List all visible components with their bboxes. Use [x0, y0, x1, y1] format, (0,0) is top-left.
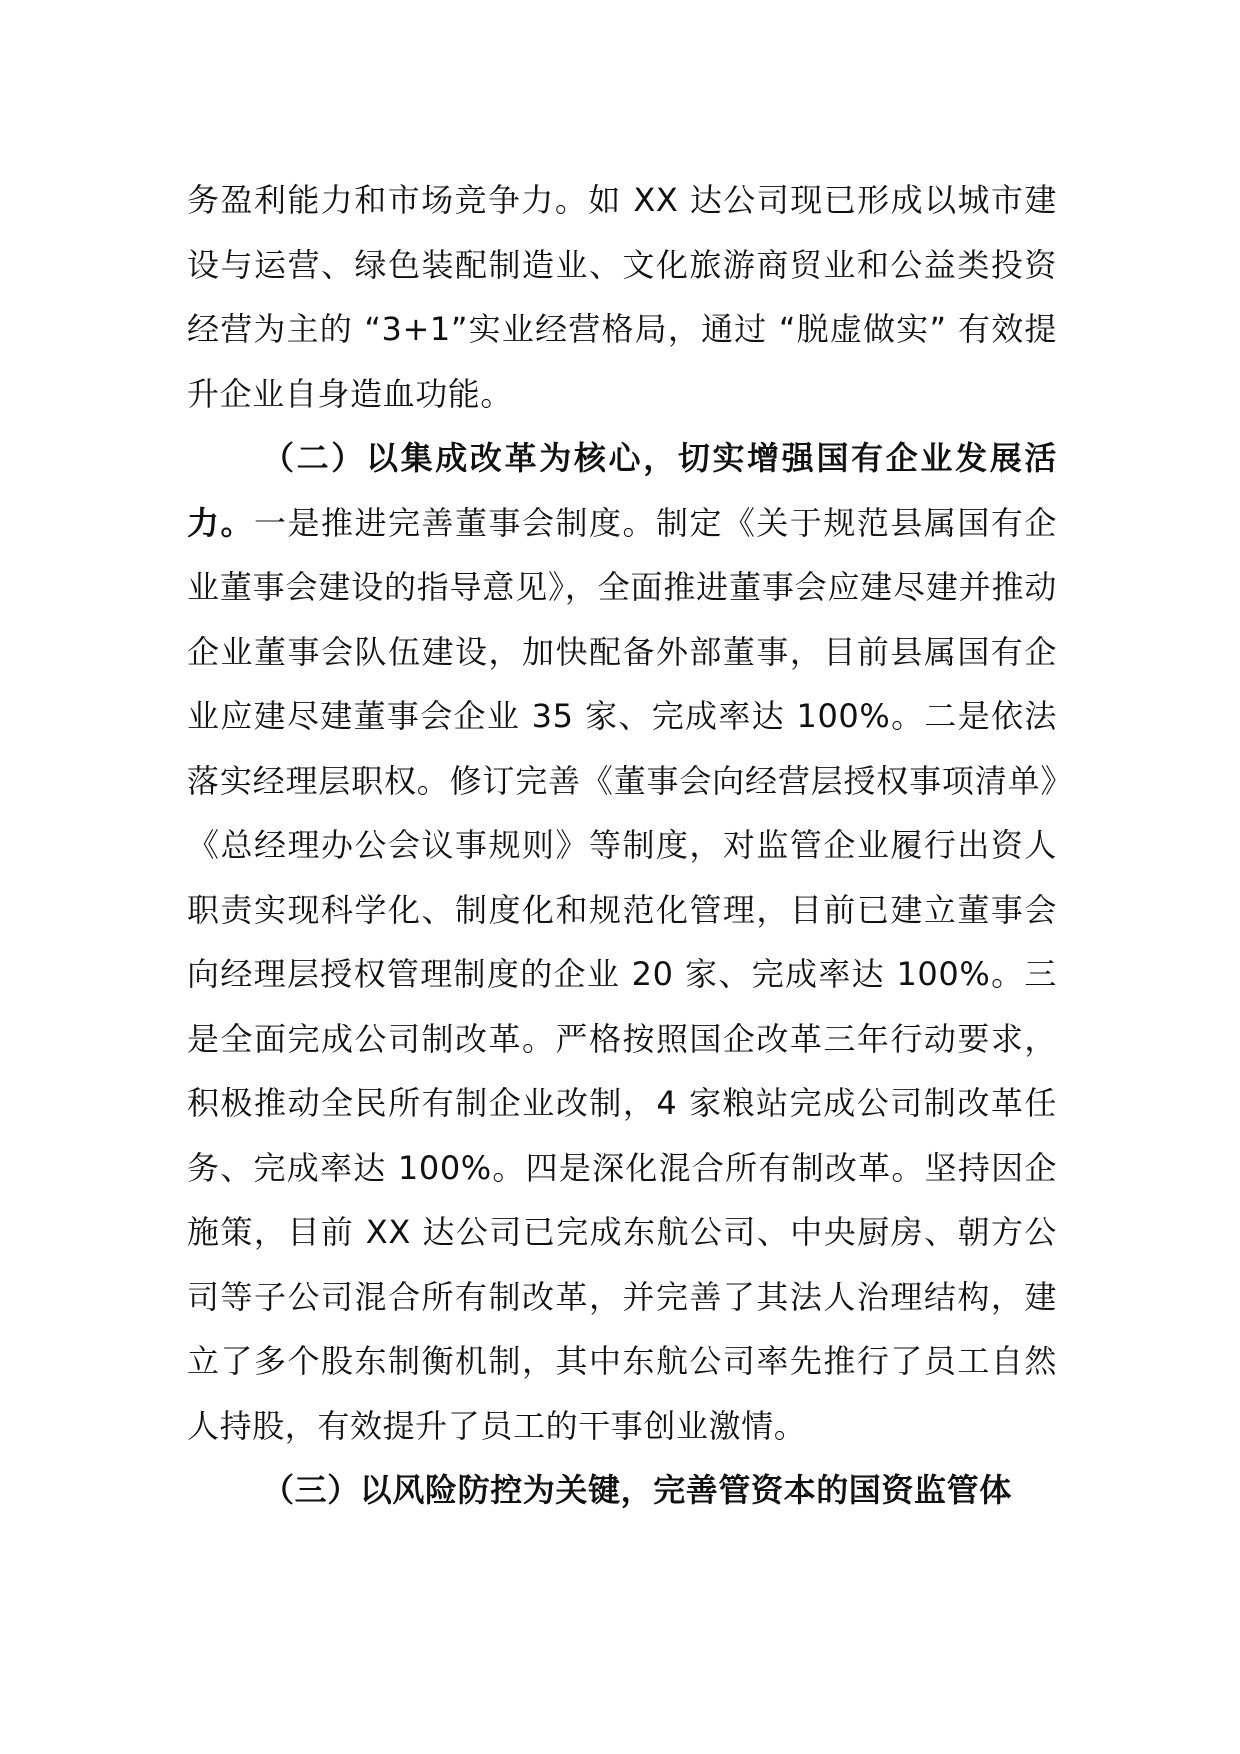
- paragraph-continuation: [187, 168, 1057, 426]
- paragraph-text: 务盈利能力和市场竞争力。如 XX 达公司现已形成以城市建设与运营、绿色装配制造业、文化旅游商贸业和公益类投资经营为主的 “3+1”实业经营格局，通过 “脱虚做实” 有效提升企业自身造血功能。: [187, 181, 1057, 413]
- paragraph-section-three: [187, 1458, 1057, 1523]
- document-body: [187, 168, 1057, 1523]
- paragraph-text: 一是推进完善董事会制度。制定《关于规范县属国有企业董事会建设的指导意见》，全面推进董事会应建尽建并推动企业董事会队伍建设，加快配备外部董事，目前县属国有企业应建尽建董事会企业 35 家、完成率达 100%。二是依法落实经理层职权。修订完善《董事会向经营层授权事项清单》《总经理办公会议事规则》等制度，对监管企业履行出资人职责实现科学化、制度化和规范化管理，目前已建立董事会向经理层授权管理制度的企业 20 家、完成率达 100%。三是全面完成公司制改革。严格按照国企改革三年行动要求，积极推动全民所有制企业改制，4 家粮站完成公司制改革任务、完成率达 100%。四是深化混合所有制改革。坚持因企施策，目前 XX 达公司已完成东航公司、中央厨房、朝方公司等子公司混合所有制改革，并完善了其法人治理结构，建立了多个股东制衡机制，其中东航公司率先推行了员工自然人持股，有效提升了员工的干事创业激情。: [187, 503, 1058, 1445]
- section-heading: （二）以集成改革为核心，切实增强国有企业发展活力。: [187, 439, 1057, 542]
- section-heading: （三）以风险防控为关键，完善管资本的国资监管体: [262, 1471, 1012, 1509]
- paragraph-section-two: [187, 426, 1057, 1458]
